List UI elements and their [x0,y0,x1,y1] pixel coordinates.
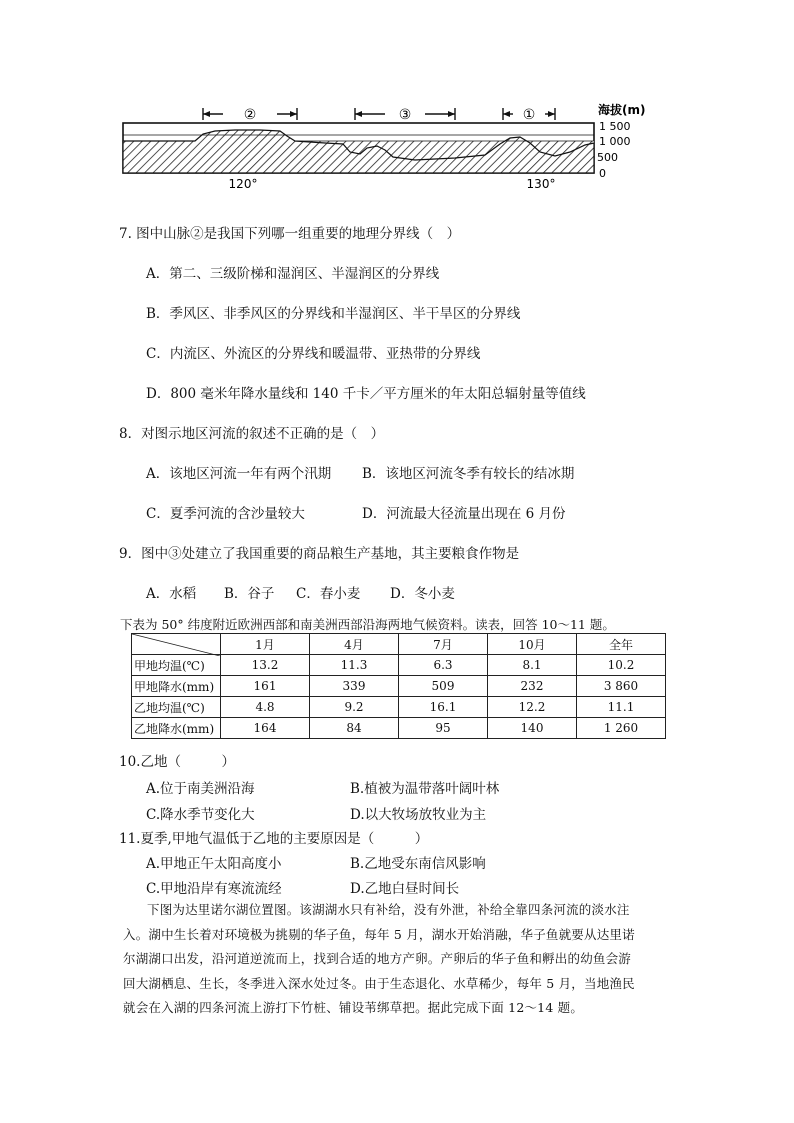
table-cell: 509 [399,676,488,697]
passage-line: 就会在入湖的四条河流上游打下竹桩、铺设苇绑草把。据此完成下面 12～14 题。 [123,1000,584,1015]
q10-option-d[interactable]: D.以大牧场放牧业为主 [350,807,487,823]
table-cell: 161 [221,676,310,697]
q11-option-a[interactable]: A.甲地正午太阳高度小 [146,856,282,872]
q9-option-b[interactable]: B．谷子 [224,586,275,602]
q9-option-d[interactable]: D．冬小麦 [390,586,455,602]
climate-table [131,633,666,739]
row-header: 乙地降水(mm) [132,718,221,739]
table-cell: 164 [221,718,310,739]
q7-option-d[interactable]: D．800 毫米年降水量线和 140 千卡／平方厘米的年太阳总辐射量等值线 [146,386,586,402]
table-cell: 4.8 [221,697,310,718]
passage-line: 回大湖栖息、生长，冬季进入深水处过冬。由于生态退化、水草稀少，每年 5 月，当地渔民 [123,975,635,991]
q11-option-c[interactable]: C.甲地沿岸有寒流流经 [146,881,282,897]
question-7-stem: 7. 图中山脉②是我国下列哪一组重要的地理分界线（ ） [119,226,461,242]
table-cell: 3 860 [577,676,666,697]
elevation-profile-figure [115,100,675,195]
table-cell: 232 [488,676,577,697]
row-header: 乙地均温(℃) [132,697,221,718]
passage-line: 下图为达里诺尔湖位置图。该湖湖水只有补给，没有外泄，补给全靠四条河流的淡水注 [147,902,630,917]
table-intro: 下表为 50° 纬度附近欧洲西部和南美洲西部沿海两地气候资料。读表，回答 10～11 题。 [120,617,615,632]
q8-option-c[interactable]: C．夏季河流的含沙量较大 [146,506,305,522]
q7-option-a[interactable]: A．第二、三级阶梯和湿润区、半湿润区的分界线 [146,266,440,282]
longitude-120: 120° [228,177,258,191]
question-8-stem: 8．对图示地区河流的叙述不正确的是（ ） [119,426,385,442]
q7-option-c[interactable]: C．内流区、外流区的分界线和暖温带、亚热带的分界线 [146,346,481,362]
row-header: 甲地降水(mm) [132,676,221,697]
table-cell: 140 [488,718,577,739]
region-2-label: ② [243,107,257,123]
passage-line: 尔湖湖口出发，沿河道逆流而上，找到合适的地方产卵。产卵后的华子鱼和孵出的幼鱼会游 [123,951,632,966]
table-row [132,697,666,718]
region-3-label: ③ [398,107,412,123]
q7-option-b[interactable]: B．季风区、非季风区的分界线和半湿润区、半干旱区的分界线 [146,306,521,322]
table-cell: 11.3 [310,655,399,676]
table-cell: 1 260 [577,718,666,739]
table-row [132,676,666,697]
tick-1500: 1 500 [599,120,631,133]
column-header: 4月 [310,634,399,655]
q9-option-c[interactable]: C．春小麦 [296,586,361,602]
table-header-row [132,634,666,655]
q10-option-c[interactable]: C.降水季节变化大 [146,807,255,823]
column-header: 10月 [488,634,577,655]
question-11-stem: 11.夏季,甲地气温低于乙地的主要原因是（ ） [119,831,429,847]
table-cell: 95 [399,718,488,739]
table-cell: 339 [310,676,399,697]
table-cell: 11.1 [577,697,666,718]
q10-option-b[interactable]: B.植被为温带落叶阔叶林 [350,781,500,797]
column-header: 7月 [399,634,488,655]
q10-option-a[interactable]: A.位于南美洲沿海 [146,781,255,797]
region-1-label: ① [522,107,536,123]
tick-500: 500 [597,151,618,164]
q8-option-d[interactable]: D．河流最大径流量出现在 6 月份 [362,506,566,522]
longitude-130: 130° [526,177,556,191]
tick-1000: 1 000 [599,135,631,148]
table-cell: 9.2 [310,697,399,718]
tick-0: 0 [599,167,606,180]
table-cell: 13.2 [221,655,310,676]
column-header: 1月 [221,634,310,655]
question-10-stem: 10.乙地（ ） [119,754,235,770]
table-cell: 6.3 [399,655,488,676]
profile-svg [115,100,675,195]
table-cell: 12.2 [488,697,577,718]
passage-line: 入。湖中生长着对环境极为挑剔的华子鱼，每年 5 月，湖水开始消融，华子鱼就要从达里诺 [123,926,635,942]
diagonal-header-cell [132,634,221,655]
table-cell: 84 [310,718,399,739]
elevation-title: 海拔(m) [598,103,646,117]
column-header: 全年 [577,634,666,655]
row-header: 甲地均温(℃) [132,655,221,676]
q11-option-d[interactable]: D.乙地白昼时间长 [350,881,460,897]
q9-option-a[interactable]: A．水稻 [146,586,197,602]
q8-option-b[interactable]: B．该地区河流冬季有较长的结冰期 [362,466,575,482]
q8-option-a[interactable]: A．该地区河流一年有两个汛期 [146,466,332,482]
table-cell: 10.2 [577,655,666,676]
table-cell: 8.1 [488,655,577,676]
table-row [132,718,666,739]
q11-option-b[interactable]: B.乙地受东南信风影响 [350,856,486,872]
question-9-stem: 9．图中③处建立了我国重要的商品粮生产基地，其主要粮食作物是 [119,546,520,562]
table-cell: 16.1 [399,697,488,718]
table-row [132,655,666,676]
reading-passage [123,898,668,1021]
